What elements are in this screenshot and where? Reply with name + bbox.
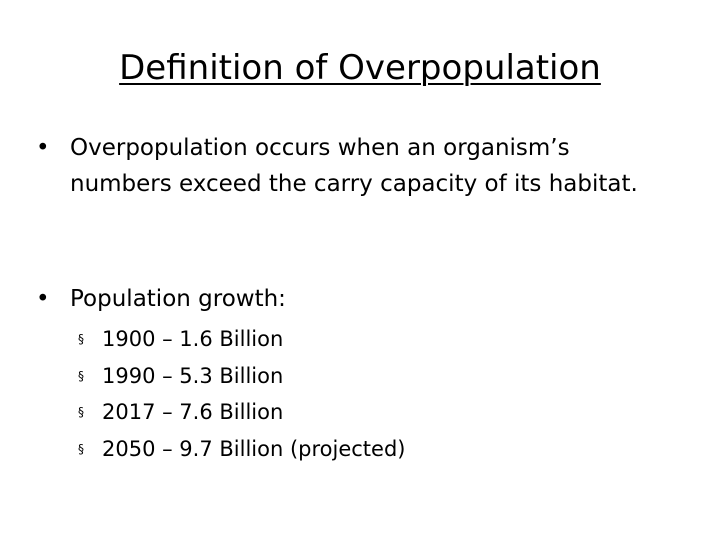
section-sign-icon: § <box>78 441 84 456</box>
slide-title <box>0 44 720 92</box>
section-sign-icon: § <box>78 368 84 383</box>
bullet-population-growth-text: Population growth: <box>70 286 286 312</box>
bullet-definition <box>36 130 676 202</box>
bullet-population-growth <box>36 281 676 317</box>
section-sign-icon: § <box>78 332 84 346</box>
list-item-text: 2017 – 7.6 Billion <box>102 400 284 424</box>
list-item-text: 1990 – 5.3 Billion <box>102 363 284 388</box>
list-item <box>78 321 638 358</box>
list-item <box>78 394 638 431</box>
bullet-definition-text: Overpopulation occurs when an organism’s numbers exceed the carry capacity of its habitat. <box>70 135 638 197</box>
list-item-text: 2050 – 9.7 Billion (projected) <box>102 436 406 461</box>
list-item <box>78 358 638 395</box>
list-item <box>78 431 638 468</box>
bullet-marker-icon: • <box>36 135 50 161</box>
population-growth-list <box>78 321 638 467</box>
section-sign-icon: § <box>78 405 84 419</box>
slide-title-text: Definition of Overpopulation <box>119 48 601 88</box>
bullet-marker-icon: • <box>36 286 50 312</box>
list-item-text: 1900 – 1.6 Billion <box>102 327 284 351</box>
